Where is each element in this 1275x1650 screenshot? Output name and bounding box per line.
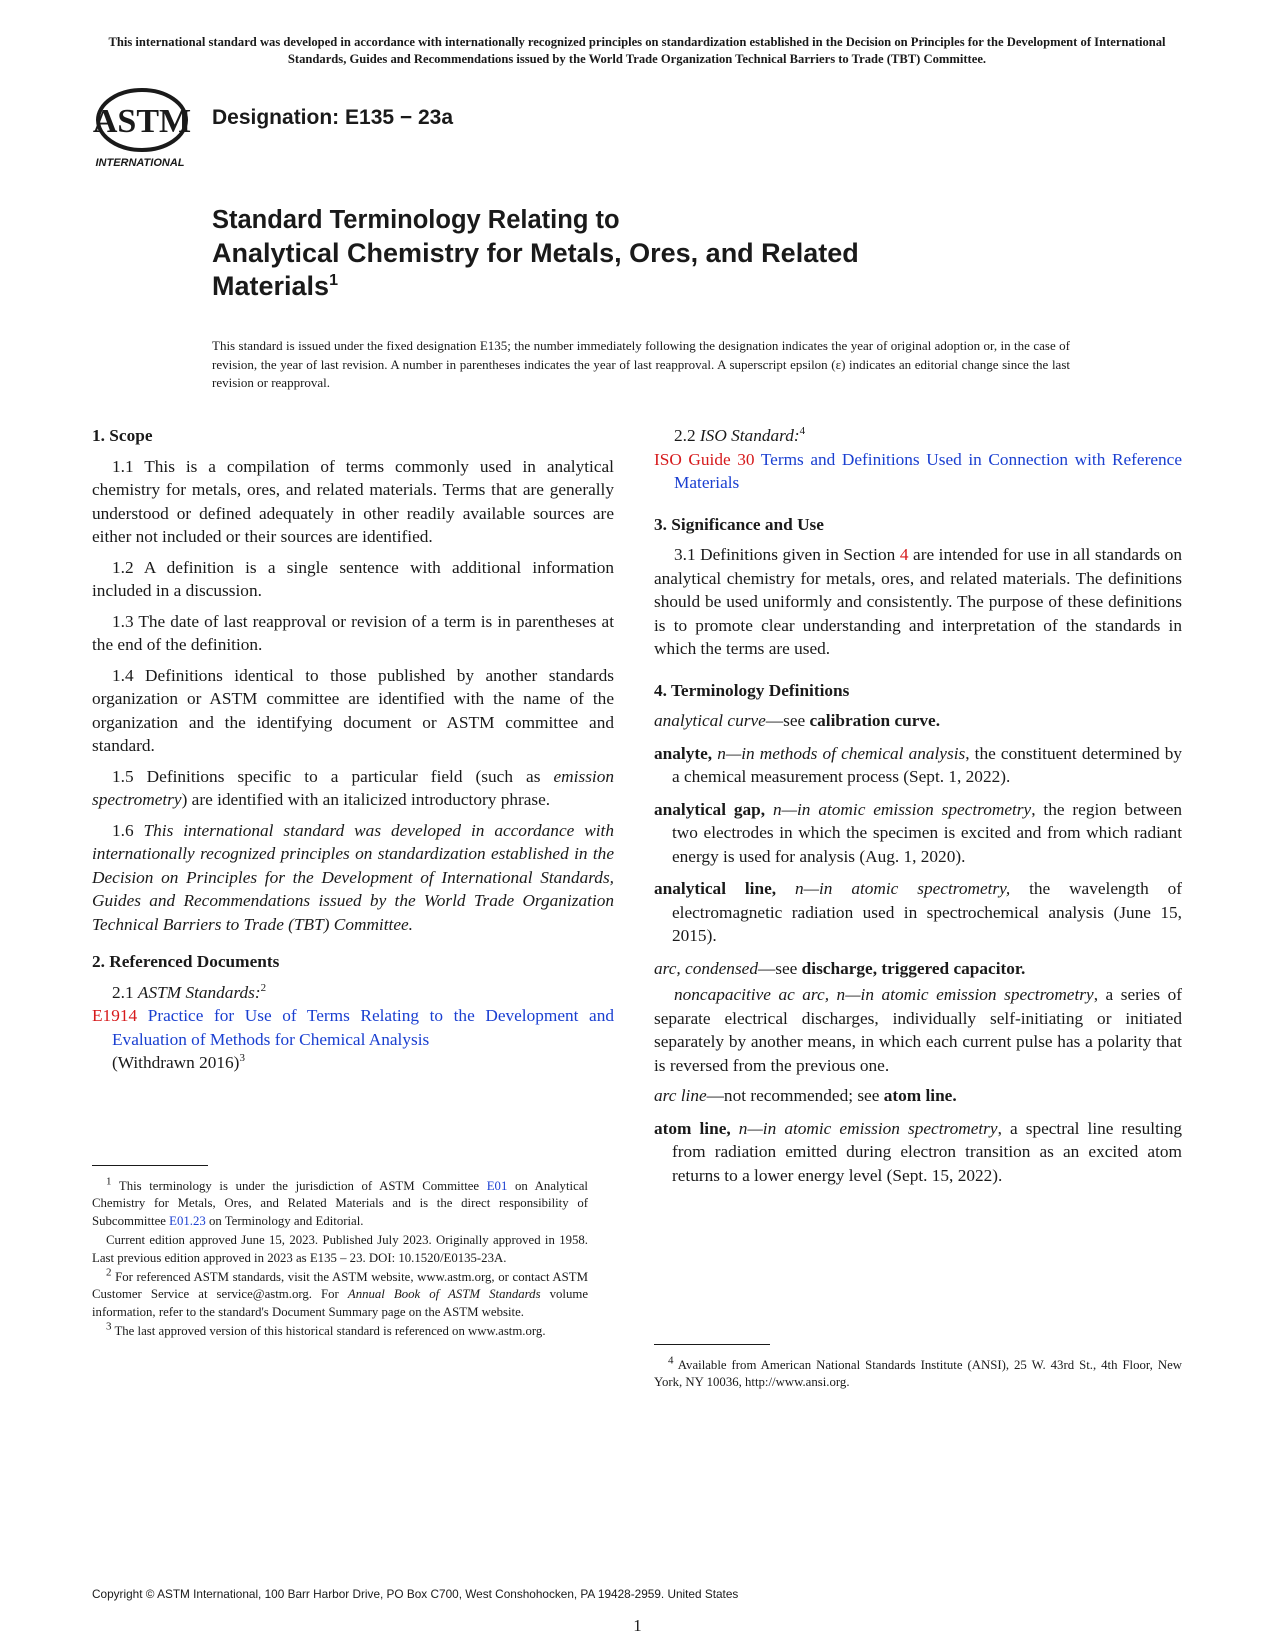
section-2-heading: 2. Referenced Documents — [92, 952, 280, 971]
footnote-1: $^1$ This terminology is under the jurisdiction of ASTM Committee E01 on Analytical Chemistry for Metals, Ores, and Related Materials and is the direct responsibility of Subcommittee E01.23 on Terminology and Editorial. — [92, 1175, 588, 1228]
title-line-1: Standard Terminology Relating to — [212, 206, 620, 234]
footnotes-right — [654, 1354, 1182, 1394]
copyright-line: Copyright © ASTM International, 100 Barr Harbor Drive, PO Box C700, West Conshohocken, PA 19428-2959. United States — [92, 1587, 739, 1601]
title-line-2: Analytical Chemistry for Metals, Ores, and Related Materials — [212, 238, 859, 301]
para-1-2: 1.2 A definition is a single sentence with additional information included in a discussion. — [92, 557, 614, 600]
e1914-link[interactable]: E1914 — [92, 1006, 138, 1025]
footnote-3: $^3$ The last approved version of this historical standard is referenced on www.astm.org. — [106, 1320, 546, 1339]
logo-text: ASTM — [92, 103, 192, 140]
para-1-1: 1.1 This is a compilation of terms commonly used in analytical chemistry for metals, ores, and related materials. Terms that are generally understood or defined adequately in other readily available sources are either not included or their sources are identified. — [92, 456, 614, 546]
footnotes-left — [92, 1175, 589, 1343]
logo-subtext: INTERNATIONAL — [95, 157, 185, 169]
para-2-2: 2.2 ISO Standard:$^4$ — [674, 425, 806, 445]
e01-link[interactable]: E01 — [486, 1179, 508, 1193]
issuance-note: This standard is issued under the fixed designation E135; the number immediately following the designation indicates the year of original adoption or, in the case of revision, the year of last revision. A number in parentheses indicates the year of last reapproval. A superscript epsilon (ε) indicates an editorial change since the last revision or reapproval. — [212, 338, 1070, 390]
para-2-1: 2.1 ASTM Standards:$^2$ — [112, 981, 267, 1002]
footnote-2: $^2$ For referenced ASTM standards, visit the ASTM website, www.astm.org, or contact ASTM Customer Service at service@astm.org. For Annual Book of ASTM Standards volume information, refer to the standard's Document Summary page on the ASTM website. — [92, 1266, 589, 1319]
title-footnote-mark: 1 — [329, 272, 338, 289]
section-4-link[interactable]: 4 — [899, 545, 909, 564]
iso-guide-30-title-link[interactable]: Terms and Definitions Used in Connection with Reference Materials — [674, 449, 1182, 492]
footnote-4: $^4$ Available from American National Standards Institute (ANSI), 25 W. 43rd St., 4th Floor, New York, NY 10036, http://www.ansi.org. — [654, 1354, 1182, 1390]
iso-guide-30-link[interactable]: ISO Guide 30 — [654, 449, 755, 469]
footnote-rule-left — [92, 1165, 208, 1166]
footnote-1-edition: Current edition approved June 15, 2023. Published July 2023. Originally approved in 1958. Last previous edition approved in 2023 as E135 – 23. DOI: 10.1520/E0135-23A. — [92, 1233, 588, 1265]
section-3-heading: 3. Significance and Use — [654, 514, 824, 534]
e01-23-link[interactable]: E01.23 — [169, 1213, 206, 1228]
e1914-title-link[interactable]: Practice for Use of Terms Relating to the Development and Evaluation of Methods for Chemical Analysis — [112, 1006, 614, 1049]
tbt-notice: This international standard was developed in accordance with internationally recognized principles on standardization established in the Decision on Principles for the Development of International Standards, Guides and Recommendations issued by the World Trade Organization Technical Barriers to Trade (TBT) Committee. — [108, 35, 1166, 66]
astm-logo — [92, 86, 192, 172]
para-3-1: 3.1 Definitions given in Section 4 are intended for use in all standards on analytical chemistry for metals, ores, and related materials. The definitions should be used uniformly and consistently. The purpose of these definitions is to promote clear understanding and interpretation of the standards in which the terms are used. — [654, 545, 1182, 658]
para-1-4: 1.4 Definitions identical to those published by another standards organization or ASTM committee are identified with the name of the organization and the identifying document or ASTM committee and standard. — [92, 665, 614, 755]
left-column — [92, 424, 614, 1084]
ref-iso-guide-30 — [654, 448, 1182, 495]
section-4-heading: 4. Terminology Definitions — [654, 680, 850, 700]
ref-e1914: E1914 Practice for Use of Terms Relating to the Development and Evaluation of Methods for Chemical Analysis (Withdrawn 2016)$^3$ — [92, 1006, 614, 1072]
term-noncapacitive-ac-arc: noncapacitive ac arc, n—in atomic emission spectrometry, a series of separate electrical discharges, individually self-initiating or initiated separately by another means, in which each current pulse has a polarity that is reversed from the previous one. — [654, 985, 1183, 1075]
para-1-6: 1.6 This international standard was developed in accordance with internationally recognized principles on standardization established in the Decision on Principles for the Development of International Standards, Guides and Recommendations issued by the World Trade Organization Technical Barriers to Trade (TBT) Committee. — [92, 820, 614, 934]
term-arc-line: arc line—not recommended; see atom line. — [654, 1086, 957, 1105]
right-column — [654, 424, 1182, 1196]
para-1-3: 1.3 The date of last reapproval or revision of a term is in parentheses at the end of the definition. — [92, 611, 614, 654]
page-number: 1 — [633, 1616, 642, 1635]
term-analytical-gap: analytical gap, n—in atomic emission spectrometry, the region between two electrodes in which the specimen is excited and from which radiant energy is used for analysis (Aug. 1, 2020). — [654, 799, 1182, 866]
document-title — [212, 204, 972, 303]
term-analytical-curve: analytical curve—see calibration curve. — [654, 711, 941, 730]
term-arc-condensed: arc, condensed—see discharge, triggered capacitor. — [654, 958, 1026, 978]
designation: Designation: E135 − 23a — [212, 106, 454, 129]
term-analyte: analyte, n—in methods of chemical analysis, the constituent determined by a chemical measurement process (Sept. 1, 2022). — [654, 743, 1182, 786]
term-analytical-line: analytical line, n—in atomic spectrometry, the wavelength of electromagnetic radiation used in spectrochemical analysis (June 15, 2015). — [654, 879, 1182, 945]
footnote-rule-right — [654, 1344, 770, 1345]
para-1-5: 1.5 Definitions specific to a particular field (such as emission spectrometry) are identified with an italicized introductory phrase. — [92, 766, 614, 809]
term-atom-line: atom line, n—in atomic emission spectrometry, a spectral line resulting from radiation emitted during electron transition as an excited atom returns to a lower energy level (Sept. 15, 2022). — [654, 1118, 1182, 1185]
section-1-heading: 1. Scope — [92, 426, 153, 445]
